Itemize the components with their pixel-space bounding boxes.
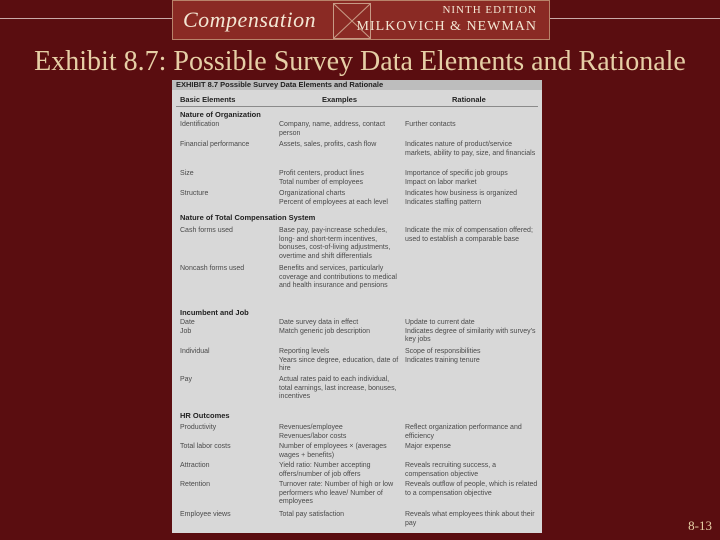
basic-element-cell: Employee views	[180, 511, 231, 518]
rationale-cell: Major expense	[405, 443, 451, 450]
basic-element-cell: Attraction	[180, 462, 210, 469]
logo-authors: MILKOVICH & NEWMAN	[356, 19, 537, 34]
rationale-cell: Reveals outflow of people, which is related to a compensation objective	[405, 481, 538, 497]
example-cell: Assets, sales, profits, cash flow	[279, 141, 377, 148]
logo-edition: NINTH EDITION	[442, 4, 537, 16]
basic-element-cell: Size	[180, 170, 194, 177]
rationale-cell: Update to current date Indicates degree of similarity with survey's key jobs	[405, 319, 536, 344]
section-title: Nature of Organization	[180, 110, 261, 119]
column-headers	[172, 93, 542, 105]
rationale-cell: Importance of specific job groups Impact on labor market	[405, 170, 508, 186]
example-cell: Revenues/employee Revenues/labor costs	[279, 424, 347, 440]
slide-title: Exhibit 8.7: Possible Survey Data Elements and Rationale	[34, 46, 686, 77]
basic-element-cell: Productivity	[180, 424, 217, 431]
example-cell: Turnover rate: Number of high or low performers who leave/ Number of employees	[279, 481, 394, 506]
basic-element-cell: Noncash forms used	[180, 265, 245, 272]
basic-element-cell: Financial performance	[180, 141, 250, 148]
example-cell: Reporting levels Years since degree, education, date of hire	[279, 348, 399, 373]
rationale-cell: Reveals recruiting success, a compensation objective	[405, 462, 497, 478]
basic-element-cell: Individual	[180, 348, 210, 355]
rationale-cell: Scope of responsibilities Indicates training tenure	[405, 348, 481, 364]
example-cell: Benefits and services, particularly coverage and contributions to medical and health insurance and pensions	[279, 265, 397, 290]
example-cell: Base pay, pay-increase schedules, long- and short-term incentives, bonuses, cost-of-living adjustments, overtime and shift differentials	[279, 227, 391, 260]
header-banner	[0, 0, 720, 40]
rationale-cell: Reveals what employees think about their pay	[405, 511, 535, 527]
example-cell: Actual rates paid to each individual, total earnings, last increase, bonuses, incentives	[279, 376, 397, 401]
logo-title: Compensation	[183, 7, 317, 32]
page-number: 8-13	[688, 518, 712, 533]
exhibit-header: EXHIBIT 8.7 Possible Survey Data Elements and Rationale	[172, 80, 542, 90]
example-cell: Organizational charts Percent of employees at each level	[279, 190, 388, 206]
rationale-cell: Indicates nature of product/service markets, ability to pay, size, and financials	[405, 141, 536, 157]
col-basic-elements: Basic Elements	[180, 95, 236, 104]
section-title: Incumbent and Job	[180, 308, 249, 317]
section-title: Nature of Total Compensation System	[180, 213, 316, 222]
example-cell: Company, name, address, contact person	[279, 121, 386, 137]
rationale-cell: Further contacts	[405, 121, 456, 128]
header-rule	[176, 106, 538, 107]
basic-element-cell: Total labor costs	[180, 443, 231, 450]
basic-element-cell: Pay	[180, 376, 193, 383]
col-examples: Examples	[322, 95, 358, 104]
banner-rule-right	[548, 18, 720, 19]
section-title: HR Outcomes	[180, 411, 230, 420]
rationale-cell: Reflect organization performance and efficiency	[405, 424, 522, 440]
rationale-cell: Indicates how business is organized Indicates staffing pattern	[405, 190, 518, 206]
example-cell: Total pay satisfaction	[279, 511, 344, 518]
example-cell: Yield ratio: Number accepting offers/number of job offers	[279, 462, 371, 478]
example-cell: Number of employees × (averages wages + benefits)	[279, 443, 387, 459]
book-logo	[172, 0, 550, 40]
basic-element-cell: Identification	[180, 121, 220, 128]
rationale-cell: Indicate the mix of compensation offered; used to establish a comparable base	[405, 227, 533, 243]
basic-element-cell: Retention	[180, 481, 210, 488]
basic-element-cell: Date Job	[180, 319, 195, 335]
banner-rule-left	[0, 18, 172, 19]
example-cell: Profit centers, product lines Total number of employees	[279, 170, 364, 186]
col-rationale: Rationale	[452, 95, 486, 104]
example-cell: Date survey data in effect Match generic job description	[279, 319, 371, 335]
basic-element-cell: Structure	[180, 190, 209, 197]
exhibit-table	[172, 80, 542, 533]
basic-element-cell: Cash forms used	[180, 227, 233, 234]
